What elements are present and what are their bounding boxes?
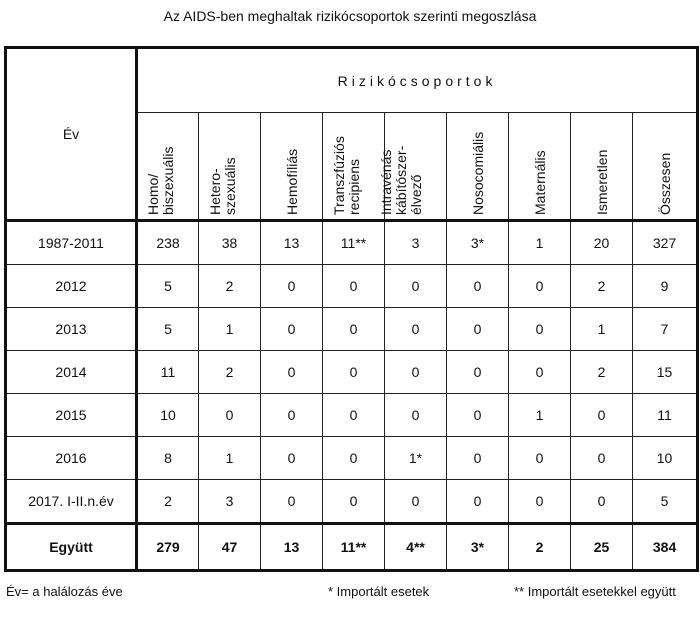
table-cell: 11 xyxy=(633,394,698,437)
table-cell: 2 xyxy=(199,265,261,308)
table-cell: 3 xyxy=(199,480,261,524)
footnote-with-imported: ** Importált esetekkel együtt xyxy=(514,584,676,599)
table-row xyxy=(6,437,698,480)
table-cell: 0 xyxy=(323,437,385,480)
table-cell: 238 xyxy=(137,221,199,265)
table-cell: 11 xyxy=(137,351,199,394)
table-cell: 0 xyxy=(571,394,633,437)
table-row xyxy=(6,265,698,308)
column-header xyxy=(261,113,323,221)
table-cell: 5 xyxy=(137,308,199,351)
total-cell: 279 xyxy=(137,524,199,571)
table-cell: 2 xyxy=(199,351,261,394)
total-cell: 3* xyxy=(447,524,509,571)
table-cell: 0 xyxy=(323,265,385,308)
table-cell: 0 xyxy=(509,437,571,480)
table-cell: 15 xyxy=(633,351,698,394)
table-cell: 0 xyxy=(261,308,323,351)
column-header xyxy=(137,113,199,221)
column-header-label: Nosocomiális xyxy=(469,131,486,215)
table-cell: 0 xyxy=(385,480,447,524)
table-cell: 0 xyxy=(447,480,509,524)
table-cell: 0 xyxy=(509,351,571,394)
column-header xyxy=(377,113,447,221)
table-cell: 2 xyxy=(571,265,633,308)
column-header-label: Összesen xyxy=(656,152,673,215)
table-cell: 0 xyxy=(385,308,447,351)
table-row xyxy=(6,351,698,394)
column-header-label: Hemofíliás xyxy=(283,148,300,215)
table-cell: 38 xyxy=(199,221,261,265)
risk-group-header: Rizikócsoportok xyxy=(137,48,698,113)
table-cell: 2 xyxy=(571,351,633,394)
table-cell: 1 xyxy=(199,437,261,480)
table-row xyxy=(6,394,698,437)
footnote-imported: * Importált esetek xyxy=(328,584,430,599)
table-cell: 0 xyxy=(385,351,447,394)
year-cell: 2012 xyxy=(6,265,137,308)
column-header xyxy=(447,113,509,221)
year-cell: 2015 xyxy=(6,394,137,437)
table-cell: 0 xyxy=(261,394,323,437)
column-header xyxy=(199,113,261,221)
table-cell: 0 xyxy=(261,351,323,394)
table-cell: 13 xyxy=(261,221,323,265)
mortality-table xyxy=(4,46,699,572)
total-label: Együtt xyxy=(6,524,137,571)
column-header xyxy=(633,113,698,221)
table-cell: 0 xyxy=(323,480,385,524)
footnote-year: Év= a halálozás éve xyxy=(6,584,123,599)
table-cell: 0 xyxy=(261,480,323,524)
table-cell: 20 xyxy=(571,221,633,265)
column-header-label: Maternális xyxy=(531,150,548,215)
table-cell: 3 xyxy=(385,221,447,265)
table-cell: 0 xyxy=(323,351,385,394)
table-cell: 3* xyxy=(447,221,509,265)
table-cell: 1* xyxy=(385,437,447,480)
table-row xyxy=(6,480,698,524)
year-cell: 1987-2011 xyxy=(6,221,137,265)
total-row xyxy=(6,524,698,571)
table-row xyxy=(6,308,698,351)
total-cell: 25 xyxy=(571,524,633,571)
table-cell: 0 xyxy=(447,265,509,308)
total-cell: 4** xyxy=(385,524,447,571)
year-cell: 2013 xyxy=(6,308,137,351)
table-cell: 10 xyxy=(137,394,199,437)
column-header xyxy=(323,113,385,221)
table-cell: 327 xyxy=(633,221,698,265)
year-cell: 2014 xyxy=(6,351,137,394)
table-cell: 5 xyxy=(633,480,698,524)
year-cell: 2016 xyxy=(6,437,137,480)
table-cell: 0 xyxy=(447,308,509,351)
table-cell: 2 xyxy=(137,480,199,524)
column-header-label: Intravénás kábítószer- élvező xyxy=(377,145,424,215)
column-header xyxy=(571,113,633,221)
table-cell: 1 xyxy=(199,308,261,351)
table-cell: 1 xyxy=(509,221,571,265)
total-cell: 384 xyxy=(633,524,698,571)
table-cell: 0 xyxy=(571,480,633,524)
table-cell: 0 xyxy=(261,437,323,480)
table-title: Az AIDS-ben meghaltak rizikócsoportok szerinti megoszlása xyxy=(163,8,537,24)
table-cell: 0 xyxy=(261,265,323,308)
total-cell: 2 xyxy=(509,524,571,571)
table-cell: 0 xyxy=(385,394,447,437)
year-cell: 2017. I-II.n.év xyxy=(6,480,137,524)
column-header-label: Transzfúziós recipiens xyxy=(330,136,362,215)
table-cell: 10 xyxy=(633,437,698,480)
column-header-label: Homo/ biszexuális xyxy=(145,146,176,215)
table-cell: 7 xyxy=(633,308,698,351)
table-cell: 0 xyxy=(509,308,571,351)
table-cell: 0 xyxy=(509,480,571,524)
footnotes xyxy=(6,584,696,602)
table-cell: 0 xyxy=(199,394,261,437)
table-cell: 1 xyxy=(571,308,633,351)
table-row xyxy=(6,221,698,265)
table-cell: 0 xyxy=(447,394,509,437)
table-cell: 0 xyxy=(571,437,633,480)
table-cell: 0 xyxy=(323,394,385,437)
table-cell: 11** xyxy=(323,221,385,265)
table-cell: 5 xyxy=(137,265,199,308)
column-header-label: Hetero- szexuális xyxy=(206,157,238,215)
total-cell: 11** xyxy=(323,524,385,571)
total-cell: 13 xyxy=(261,524,323,571)
table-cell: 0 xyxy=(323,308,385,351)
column-header-label: Ismeretlen xyxy=(593,149,610,215)
table-cell: 0 xyxy=(509,265,571,308)
table-cell: 0 xyxy=(447,351,509,394)
year-header: Év xyxy=(6,48,137,221)
column-header xyxy=(509,113,571,221)
table-cell: 8 xyxy=(137,437,199,480)
total-cell: 47 xyxy=(199,524,261,571)
table-cell: 0 xyxy=(447,437,509,480)
table-cell: 1 xyxy=(509,394,571,437)
table-cell: 9 xyxy=(633,265,698,308)
table-cell: 0 xyxy=(385,265,447,308)
